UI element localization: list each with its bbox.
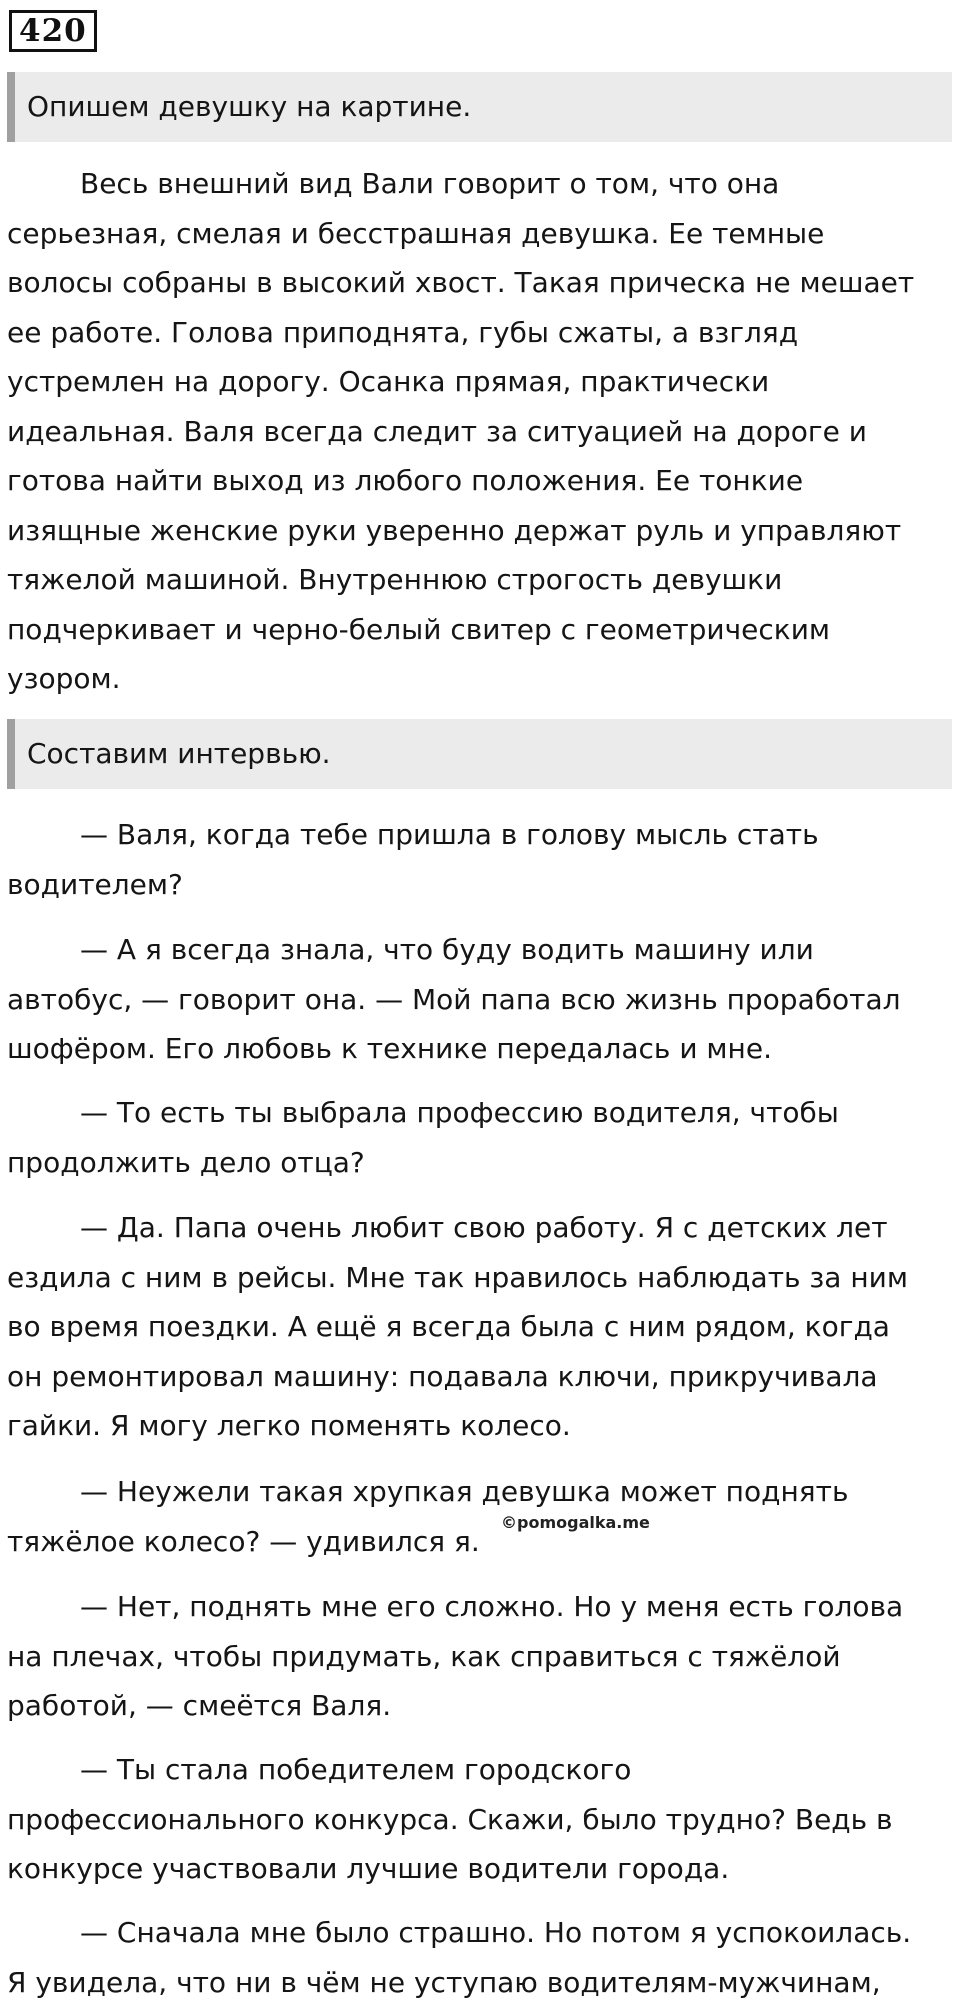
task-number: 420 bbox=[9, 10, 97, 52]
paragraph-interview-3 bbox=[7, 1088, 957, 1187]
text-line: изящные женские руки уверенно держат руль и управляют bbox=[7, 506, 957, 556]
text-line: волосы собраны в высокий хвост. Такая прическа не мешает bbox=[7, 258, 957, 308]
paragraph-interview-2 bbox=[7, 925, 957, 1074]
text-line: — То есть ты выбрала профессию водителя, чтобы bbox=[7, 1088, 957, 1138]
text-line: автобус, — говорит она. — Мой папа всю жизнь проработал bbox=[7, 975, 957, 1025]
text-line: устремлен на дорогу. Осанка прямая, практически bbox=[7, 357, 957, 407]
text-line: узором. bbox=[7, 654, 957, 704]
text-line: ездила с ним в рейсы. Мне так нравилось наблюдать за ним bbox=[7, 1253, 957, 1303]
text-line: работой, — смеётся Валя. bbox=[7, 1681, 957, 1731]
text-line: ее работе. Голова приподнята, губы сжаты, а взгляд bbox=[7, 308, 957, 358]
paragraph-interview-6 bbox=[7, 1582, 957, 1731]
text-line: — Ты стала победителем городского bbox=[7, 1745, 957, 1795]
text-line: профессионального конкурса. Скажи, было трудно? Ведь в bbox=[7, 1795, 957, 1845]
text-line: шофёром. Его любовь к технике передалась и мне. bbox=[7, 1024, 957, 1074]
text-line: — Сначала мне было страшно. Но потом я успокоилась. bbox=[7, 1908, 957, 1958]
section-heading-description: Опишем девушку на картине. bbox=[7, 72, 952, 142]
text-line: серьезная, смелая и бесстрашная девушка. Ее темные bbox=[7, 209, 957, 259]
paragraph-interview-4 bbox=[7, 1203, 957, 1451]
text-line: конкурсе участвовали лучшие водители города. bbox=[7, 1844, 957, 1894]
text-line: Я увидела, что ни в чём не уступаю водителям-мужчинам, bbox=[7, 1958, 957, 2007]
text-line: — Да. Папа очень любит свою работу. Я с детских лет bbox=[7, 1203, 957, 1253]
text-line: Весь внешний вид Вали говорит о том, что она bbox=[7, 159, 957, 209]
text-line: гайки. Я могу легко поменять колесо. bbox=[7, 1401, 957, 1451]
watermark: ©pomogalka.me bbox=[501, 1513, 650, 1532]
text-line: — Валя, когда тебе пришла в голову мысль стать bbox=[7, 810, 957, 860]
text-line: он ремонтировал машину: подавала ключи, прикручивала bbox=[7, 1352, 957, 1402]
section-heading-interview: Составим интервью. bbox=[7, 719, 952, 789]
paragraph-interview-5 bbox=[7, 1467, 957, 1566]
paragraph-interview-1 bbox=[7, 810, 957, 909]
paragraph-interview-7 bbox=[7, 1745, 957, 1894]
text-line: водителем? bbox=[7, 860, 957, 910]
text-line: продолжить дело отца? bbox=[7, 1138, 957, 1188]
text-line: — А я всегда знала, что буду водить машину или bbox=[7, 925, 957, 975]
text-line: — Нет, поднять мне его сложно. Но у меня есть голова bbox=[7, 1582, 957, 1632]
text-line: на плечах, чтобы придумать, как справиться с тяжёлой bbox=[7, 1632, 957, 1682]
text-line: — Неужели такая хрупкая девушка может поднять bbox=[7, 1467, 957, 1517]
text-line: во время поездки. А ещё я всегда была с ним рядом, когда bbox=[7, 1302, 957, 1352]
text-line: тяжелой машиной. Внутреннюю строгость девушки bbox=[7, 555, 957, 605]
paragraph-description bbox=[7, 159, 957, 704]
text-line: тяжёлое колесо? — удивился я. bbox=[7, 1517, 957, 1567]
text-line: идеальная. Валя всегда следит за ситуацией на дороге и bbox=[7, 407, 957, 457]
paragraph-interview-8 bbox=[7, 1908, 957, 2007]
text-line: готова найти выход из любого положения. Ее тонкие bbox=[7, 456, 957, 506]
text-line: подчеркивает и черно-белый свитер с геометрическим bbox=[7, 605, 957, 655]
